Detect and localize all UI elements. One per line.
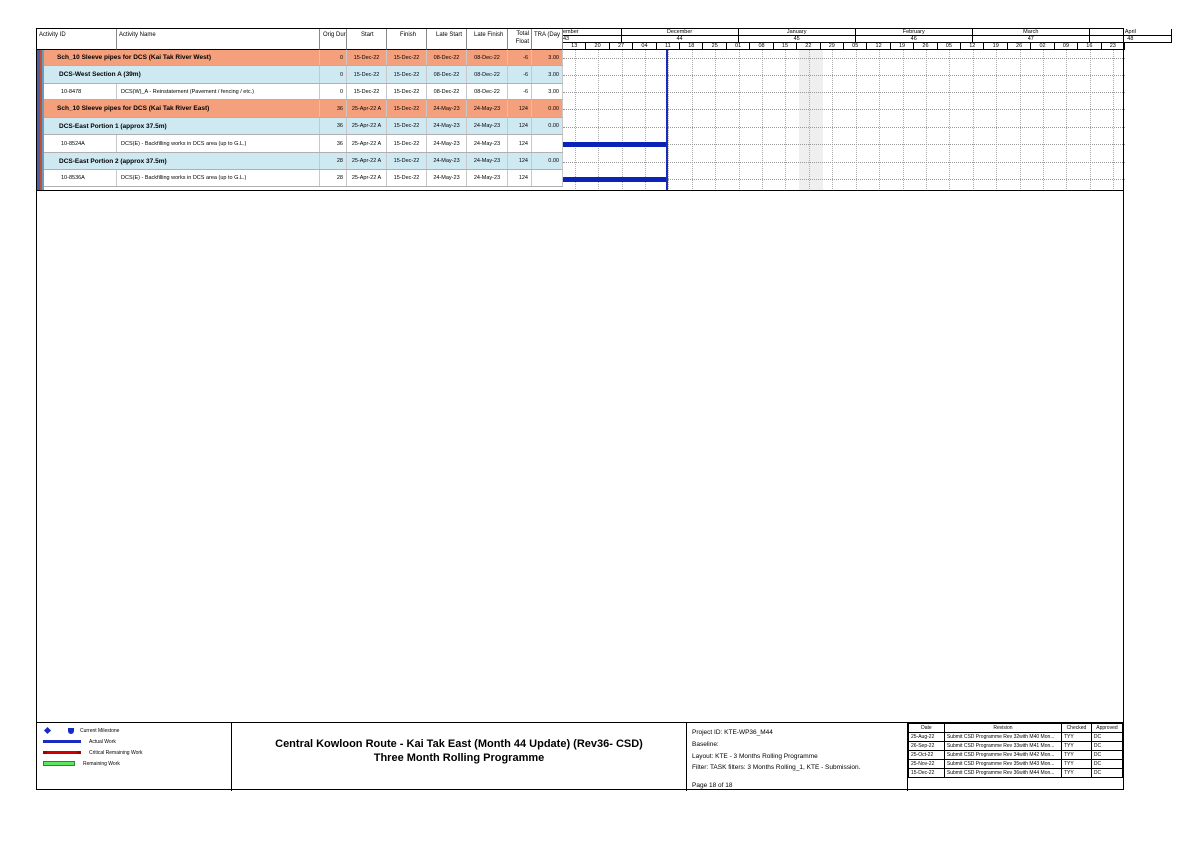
cell-name: DCS-West Section A (39m) xyxy=(55,66,320,83)
cell-start: 25-Apr-22 A xyxy=(347,118,387,134)
col-header-total-float-line2: Float xyxy=(515,39,529,45)
col-header-activity-name-label: Activity Name xyxy=(119,32,156,38)
revision-approved: DC xyxy=(1091,742,1122,751)
cell-finish: 15-Dec-22 xyxy=(387,153,427,169)
timeline-week: 16 xyxy=(1078,43,1101,50)
col-header-tra[interactable] xyxy=(532,29,563,50)
cell-id: 10-8478 xyxy=(57,84,117,99)
timeline-week: 15 xyxy=(774,43,797,50)
report-title: Central Kowloon Route - Kai Tak East (Month 44 Update) (Rev36- CSD) xyxy=(275,738,643,750)
timeline-week: 04 xyxy=(633,43,656,50)
revision-approved: DC xyxy=(1091,751,1122,760)
cell-finish: 15-Dec-22 xyxy=(387,135,427,152)
revision-row xyxy=(909,760,1123,769)
revision-row xyxy=(909,769,1123,778)
timeline-week: 27 xyxy=(610,43,633,50)
col-header-late-finish[interactable] xyxy=(467,29,508,50)
report-subtitle: Three Month Rolling Programme xyxy=(373,752,545,764)
cell-tra: 0.00 xyxy=(532,118,563,134)
project-id: Project ID: KTE-WP36_M44 xyxy=(692,729,773,736)
cell-id: 10-8524A xyxy=(57,135,117,152)
timeline-month-number-4: 47 xyxy=(973,36,1090,43)
cell-lstart: 24-May-23 xyxy=(427,170,467,186)
cell-lstart: 08-Dec-22 xyxy=(427,84,467,99)
revision-header-row xyxy=(909,724,1123,733)
cell-dur: 36 xyxy=(320,135,347,152)
timeline-week: 08 xyxy=(750,43,773,50)
shield-icon xyxy=(68,728,74,734)
revision-revision: Submit CSD Programme Rev 32with M40 Mon... xyxy=(944,733,1061,742)
revision-date: 25-Aug-22 xyxy=(909,733,945,742)
timeline-month-0: ember xyxy=(563,29,622,36)
cell-tra xyxy=(532,135,563,152)
cell-float: -6 xyxy=(508,66,532,83)
legend-actual-work-label: Actual Work xyxy=(89,738,116,745)
cell-finish: 15-Dec-22 xyxy=(387,170,427,186)
gantt-gridline xyxy=(879,50,880,191)
gantt-row-guide xyxy=(563,75,1125,76)
gantt-gridline xyxy=(832,50,833,191)
timeline-week: 01 xyxy=(727,43,750,50)
revision-approved: DC xyxy=(1091,769,1122,778)
timeline-week: 12 xyxy=(961,43,984,50)
wbs-row[interactable] xyxy=(37,118,563,135)
gantt-gridline xyxy=(622,50,623,191)
col-header-total-float[interactable] xyxy=(508,29,532,50)
cell-lfinish: 24-May-23 xyxy=(467,118,508,134)
title-block xyxy=(37,722,1123,791)
timeline-week: 05 xyxy=(844,43,867,50)
revision-header-date: Date xyxy=(909,724,945,733)
gantt-gridline xyxy=(668,50,669,191)
cell-lstart: 24-May-23 xyxy=(427,118,467,134)
gantt-gridline xyxy=(575,50,576,191)
timeline-week: 29 xyxy=(821,43,844,50)
col-header-activity-id[interactable] xyxy=(37,29,117,50)
col-header-late-start-label: Late Start xyxy=(436,32,463,38)
timeline-month-4: March xyxy=(973,29,1090,36)
gantt-gridline xyxy=(973,50,974,191)
remaining-work-swatch xyxy=(43,761,75,766)
timeline-week: 23 xyxy=(1102,43,1125,50)
cell-tra xyxy=(532,170,563,186)
page-number: Page 18 of 18 xyxy=(692,782,733,789)
timeline-month-number-1: 44 xyxy=(622,36,739,43)
col-header-tra-label: TRA (Day xyxy=(534,32,561,38)
revision-empty-cell xyxy=(1091,778,1122,793)
revision-header-checked: Checked xyxy=(1062,724,1092,733)
revision-empty-cell xyxy=(944,778,1061,793)
cell-name: Sch_10 Sleeve pipes for DCS (Kai Tak River West) xyxy=(53,50,320,65)
cell-lfinish: 08-Dec-22 xyxy=(467,84,508,99)
timeline-week: 02 xyxy=(1031,43,1054,50)
timeline-week: 25 xyxy=(704,43,727,50)
col-header-start-label: Start xyxy=(361,32,374,38)
revision-checked: TYY xyxy=(1062,751,1092,760)
cell-finish: 15-Dec-22 xyxy=(387,50,427,65)
wbs-row[interactable] xyxy=(37,153,563,170)
data-date-line xyxy=(666,50,668,191)
cell-tra: 0.00 xyxy=(532,153,563,169)
timeline-week: 22 xyxy=(797,43,820,50)
gantt-gridline xyxy=(926,50,927,191)
revision-table xyxy=(908,723,1123,792)
cell-dur: 28 xyxy=(320,153,347,169)
gantt-gridline xyxy=(785,50,786,191)
cell-name: DCS(E) - Backfilling works in DCS area (up to G.L.) xyxy=(117,135,320,152)
revision-date: 15-Dec-22 xyxy=(909,769,945,778)
revision-empty-cell xyxy=(909,778,945,793)
cell-start: 25-Apr-22 A xyxy=(347,100,387,117)
gantt-row-guide xyxy=(563,109,1125,110)
timeline-week: 19 xyxy=(891,43,914,50)
timeline-week: 18 xyxy=(680,43,703,50)
legend-current-milestone xyxy=(43,726,119,735)
gantt-gridline xyxy=(949,50,950,191)
cell-lstart: 24-May-23 xyxy=(427,100,467,117)
revision-revision: Submit CSD Programme Rev 33with M41 Mon... xyxy=(944,742,1061,751)
col-header-late-start[interactable] xyxy=(427,29,467,50)
cell-start: 25-Apr-22 A xyxy=(347,170,387,186)
gantt-gridline xyxy=(645,50,646,191)
cell-start: 25-Apr-22 A xyxy=(347,135,387,152)
col-header-activity-id-label: Activity ID xyxy=(39,32,66,38)
timeline-week: 05 xyxy=(938,43,961,50)
gantt-gridline xyxy=(715,50,716,191)
table-bottom-border xyxy=(37,190,1123,191)
timeline-month-number-0: 43 xyxy=(563,36,622,43)
cell-float: -6 xyxy=(508,84,532,99)
cell-dur: 36 xyxy=(320,118,347,134)
timeline-week: 19 xyxy=(985,43,1008,50)
cell-dur: 28 xyxy=(320,170,347,186)
timeline-week: 26 xyxy=(1008,43,1031,50)
cell-name: DCS-East Portion 1 (approx 37.5m) xyxy=(55,118,320,134)
cell-float: 124 xyxy=(508,135,532,152)
revision-revision: Submit CSD Programme Rev 35with M43 Mon... xyxy=(944,760,1061,769)
cell-tra: 3.00 xyxy=(532,66,563,83)
gantt-row-guide xyxy=(563,58,1125,59)
timeline-month-number-5: 48 xyxy=(1090,36,1172,43)
timeline-header xyxy=(563,29,1136,50)
revision-header-revision: Revision xyxy=(944,724,1061,733)
wbs-indent-bar-3 xyxy=(42,50,44,191)
project-filter: Filter: TASK filters: 3 Months Rolling_1, KTE - Submission. xyxy=(692,764,861,771)
legend-critical-remaining xyxy=(43,748,143,757)
cell-float: 124 xyxy=(508,153,532,169)
timeline-week: 12 xyxy=(867,43,890,50)
col-header-activity-name[interactable] xyxy=(117,29,320,50)
cell-float: 124 xyxy=(508,100,532,117)
revision-date: 25-Nov-22 xyxy=(909,760,945,769)
col-header-orig-dur[interactable] xyxy=(320,29,347,50)
cell-finish: 15-Dec-22 xyxy=(387,84,427,99)
revision-row xyxy=(909,742,1123,751)
gantt-gridline xyxy=(1113,50,1114,191)
timeline-month-3: February xyxy=(856,29,973,36)
revision-checked: TYY xyxy=(1062,760,1092,769)
timeline-month-number-2: 45 xyxy=(739,36,856,43)
schedule-frame xyxy=(36,28,1136,790)
legend xyxy=(37,723,232,791)
cell-start: 15-Dec-22 xyxy=(347,66,387,83)
gantt-row-guide xyxy=(563,92,1125,93)
critical-work-swatch xyxy=(43,751,81,754)
gantt-gridline xyxy=(1043,50,1044,191)
project-baseline: Baseline: xyxy=(692,741,719,748)
cell-float: 124 xyxy=(508,170,532,186)
revision-empty-cell xyxy=(1062,778,1092,793)
revision-date: 26-Sep-22 xyxy=(909,742,945,751)
project-info xyxy=(687,723,908,791)
revision-revision: Submit CSD Programme Rev 36with M44 Mon... xyxy=(944,769,1061,778)
gantt-gridline xyxy=(762,50,763,191)
actual-work-swatch xyxy=(43,740,81,743)
cell-dur: 0 xyxy=(320,66,347,83)
gantt-gridline xyxy=(996,50,997,191)
revision-checked: TYY xyxy=(1062,742,1092,751)
cell-float: -6 xyxy=(508,50,532,65)
legend-critical-remaining-label: Critical Remaining Work xyxy=(89,749,143,756)
revision-revision: Submit CSD Programme Rev 34with M42 Mon... xyxy=(944,751,1061,760)
timeline-week: 13 xyxy=(563,43,586,50)
revision-checked: TYY xyxy=(1062,733,1092,742)
cell-finish: 15-Dec-22 xyxy=(387,66,427,83)
gantt-gridline xyxy=(1020,50,1021,191)
revision-date: 25-Oct-22 xyxy=(909,751,945,760)
activity-row[interactable] xyxy=(37,135,563,153)
cell-tra: 3.00 xyxy=(532,50,563,65)
gantt-row-guide xyxy=(563,162,1125,163)
cell-lstart: 24-May-23 xyxy=(427,153,467,169)
col-header-start[interactable] xyxy=(347,29,387,50)
cell-lfinish: 08-Dec-22 xyxy=(467,66,508,83)
cell-lstart: 08-Dec-22 xyxy=(427,66,467,83)
gantt-gridline xyxy=(1090,50,1091,191)
gantt-gridline xyxy=(739,50,740,191)
timeline-week: 09 xyxy=(1055,43,1078,50)
title-panel xyxy=(232,723,687,791)
revision-row xyxy=(909,751,1123,760)
gantt-area xyxy=(563,50,1125,191)
col-header-orig-dur-label: Orig Dur xyxy=(323,32,346,38)
cell-finish: 15-Dec-22 xyxy=(387,118,427,134)
project-layout: Layout: KTE - 3 Months Rolling Programme xyxy=(692,753,818,760)
gantt-gridline xyxy=(692,50,693,191)
revision-approved: DC xyxy=(1091,733,1122,742)
timeline-week: 11 xyxy=(657,43,680,50)
timeline-month-2: January xyxy=(739,29,856,36)
timeline-month-number-3: 46 xyxy=(856,36,973,43)
cell-lstart: 24-May-23 xyxy=(427,135,467,152)
cell-lfinish: 24-May-23 xyxy=(467,100,508,117)
cell-finish: 15-Dec-22 xyxy=(387,100,427,117)
legend-remaining-work xyxy=(43,759,120,768)
cell-name: Sch_10 Sleeve pipes for DCS (Kai Tak River East) xyxy=(53,100,320,117)
diamond-icon xyxy=(44,727,51,734)
cell-dur: 0 xyxy=(320,50,347,65)
revision-approved: DC xyxy=(1091,760,1122,769)
gantt-row-guide xyxy=(563,127,1125,128)
col-header-total-float-line1: Total xyxy=(516,31,529,37)
cell-tra: 0.00 xyxy=(532,100,563,117)
timeline-week: 26 xyxy=(914,43,937,50)
activity-row[interactable] xyxy=(37,170,563,187)
wbs-row[interactable] xyxy=(37,50,563,66)
gantt-gridline xyxy=(856,50,857,191)
col-header-finish[interactable] xyxy=(387,29,427,50)
actual-work-bar[interactable] xyxy=(563,142,667,147)
cell-start: 25-Apr-22 A xyxy=(347,153,387,169)
revision-header-approved: Approved xyxy=(1091,724,1122,733)
gantt-gridline xyxy=(1066,50,1067,191)
cell-dur: 0 xyxy=(320,84,347,99)
cell-lstart: 08-Dec-22 xyxy=(427,50,467,65)
cell-lfinish: 24-May-23 xyxy=(467,135,508,152)
legend-actual-work xyxy=(43,737,116,746)
actual-work-bar[interactable] xyxy=(563,177,667,182)
revision-row xyxy=(909,733,1123,742)
legend-current-milestone-label: Current Milestone xyxy=(80,727,120,734)
cell-id: 10-8536A xyxy=(57,170,117,186)
legend-remaining-work-label: Remaining Work xyxy=(83,760,120,767)
cell-dur: 36 xyxy=(320,100,347,117)
cell-lfinish: 08-Dec-22 xyxy=(467,50,508,65)
gantt-gridline xyxy=(903,50,904,191)
cell-float: 124 xyxy=(508,118,532,134)
col-header-finish-label: Finish xyxy=(400,32,417,38)
wbs-row[interactable] xyxy=(37,100,563,118)
col-header-late-finish-label: Late Finish xyxy=(474,32,504,38)
cell-start: 15-Dec-22 xyxy=(347,84,387,99)
timeline-month-1: December xyxy=(622,29,739,36)
cell-lfinish: 24-May-23 xyxy=(467,153,508,169)
revision-checked: TYY xyxy=(1062,769,1092,778)
holiday-shading xyxy=(799,50,823,191)
wbs-row[interactable] xyxy=(37,66,563,84)
timeline-month-5: April xyxy=(1090,29,1172,36)
activity-row[interactable] xyxy=(37,84,563,100)
cell-lfinish: 24-May-23 xyxy=(467,170,508,186)
cell-name: DCS(E) - Backfilling works in DCS area (up to G.L.) xyxy=(117,170,320,186)
revision-row-empty xyxy=(909,778,1123,793)
timeline-week: 20 xyxy=(586,43,609,50)
cell-start: 15-Dec-22 xyxy=(347,50,387,65)
cell-tra: 3.00 xyxy=(532,84,563,99)
cell-name: DCS-East Portion 2 (approx 37.5m) xyxy=(55,153,320,169)
gantt-gridline xyxy=(598,50,599,191)
cell-name: DCS(W)_A - Reinstatement (Pavement / fencing / etc.) xyxy=(117,84,320,99)
gantt-gridline xyxy=(809,50,810,191)
